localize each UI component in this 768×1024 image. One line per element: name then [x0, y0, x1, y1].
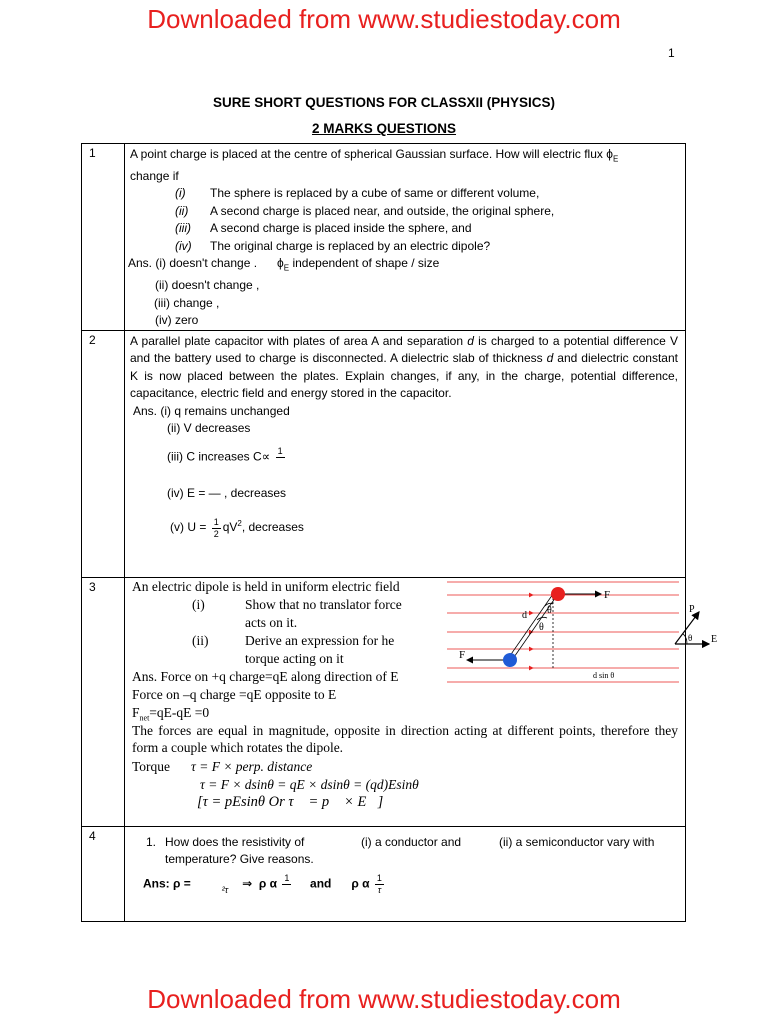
fraction-numerator: 1: [284, 872, 290, 883]
answer-line: (ii) doesn't change ,: [155, 278, 260, 293]
option-text: The original charge is replaced by an electric dipole?: [210, 238, 491, 253]
negative-charge: [503, 653, 517, 667]
table-row: [82, 826, 686, 921]
answer-text: =qE-qE =0: [149, 704, 210, 720]
answer-text: (v) U =: [170, 520, 207, 535]
subscript: net: [139, 713, 150, 723]
torque-equation: τ = F × perp. distance: [191, 758, 313, 774]
option-text: The sphere is replaced by a cube of same or different volume,: [210, 186, 540, 201]
fraction: [196, 873, 230, 896]
top-banner: Downloaded from www.studiestoday.com: [147, 4, 621, 34]
answer-text: Ans. (i) doesn't change .: [128, 256, 258, 271]
option-label: (iii): [175, 221, 191, 236]
table-row: [82, 144, 686, 331]
fraction-denominator: 2: [213, 528, 219, 539]
question-stem: How does the resistivity of: [165, 834, 305, 849]
force-label: F: [459, 648, 466, 661]
answer-line: [125, 446, 685, 469]
answer-paragraph: The forces are equal in magnitude, opposite in direction acting at different points, therefore they form a couple which rotates the dipole.: [132, 722, 678, 756]
document-title: SURE SHORT QUESTIONS FOR CLASSXII (PHYSICS): [212, 95, 556, 110]
question-stem: (ii) a semiconductor vary with: [499, 834, 655, 849]
question-cell: [125, 330, 686, 577]
answer-text: qV: [222, 520, 238, 535]
vector-angle-label: θ: [688, 632, 693, 643]
options-list: [125, 185, 685, 255]
question-stem: temperature? Give reasons.: [165, 851, 314, 866]
stem-text: A point charge is placed at the centre of spherical Gaussian surface. How will electric flux: [130, 147, 603, 161]
question-cell: [125, 144, 686, 331]
dipole-diagram: [443, 580, 679, 688]
implies-symbol: ⇒: [242, 876, 253, 891]
question-cell: [125, 577, 718, 826]
fraction-denominator: τ: [377, 884, 382, 895]
stem-text: A parallel plate capacitor with plates of area A and separation: [130, 333, 464, 348]
stem-text-cont: change if: [130, 168, 179, 183]
positive-charge: [551, 587, 565, 601]
questions-table: [81, 143, 718, 922]
question-number: 3: [82, 577, 125, 826]
fraction: [282, 873, 291, 896]
answer-text: F: [132, 704, 140, 720]
option-text: A second charge is placed near, and outside, the original sphere,: [210, 203, 555, 218]
angle-label: θ: [539, 621, 544, 633]
page-number: 1: [668, 46, 675, 60]
option-text: acts on it.: [245, 614, 298, 630]
question-stem: (i) a conductor and: [361, 834, 462, 849]
list-item: [175, 238, 685, 256]
bottom-banner: Downloaded from www.studiestoday.com: [147, 984, 621, 1014]
answer-line: [128, 255, 685, 277]
fraction: [276, 446, 285, 469]
answer-text: and: [310, 876, 332, 891]
vector-p-label: P: [689, 603, 695, 615]
stem-text: and dielectric constant K is now placed between the plates. Explain changes, if any, in the charge, potential difference, capacitance, electric field and energy stored in the capacitor.: [130, 351, 678, 401]
torque-vector-equation: [τ = pEsinθ Or τ⃗ = p⃗ × E⃗]: [197, 793, 384, 810]
answer-line: [143, 873, 386, 896]
fraction: [212, 517, 221, 540]
answer-line: Force on –q charge =qE opposite to E: [132, 686, 337, 702]
option-text: torque acting on it: [245, 650, 344, 666]
list-item: [175, 185, 685, 203]
stem-variable: d: [467, 333, 474, 348]
phi-symbol: ϕ: [277, 256, 284, 271]
force-label: F: [604, 588, 611, 601]
vector-e-label: E: [711, 633, 718, 645]
stem-text: is charged to a potential difference V and the battery used to charge is disconnected. A dielectric slab of thickness: [130, 333, 678, 366]
option-label: (ii): [175, 203, 189, 218]
fraction-numerator: 1: [213, 516, 219, 527]
angle-label: θ: [547, 604, 552, 616]
table-row: [82, 577, 686, 826]
option-label: (i): [192, 596, 205, 612]
table-row: [82, 330, 686, 577]
item-number: 1.: [146, 834, 157, 849]
section-subtitle: 2 MARKS QUESTIONS: [311, 121, 457, 136]
option-label: (i): [175, 186, 186, 201]
answer-text: ρ α: [258, 876, 277, 891]
answer-text: Ans: ρ =: [143, 876, 191, 891]
option-text: Show that no translator force: [245, 596, 402, 612]
answer-block: [125, 255, 685, 329]
vector-diagram: [673, 604, 723, 650]
fraction: [375, 873, 384, 896]
phi-subscript: E: [283, 263, 290, 273]
phi-symbol: ϕ: [606, 147, 613, 161]
question-stem: [125, 331, 685, 403]
list-item: [175, 220, 685, 238]
fraction-numerator: 1: [277, 445, 283, 456]
fraction-denominator: ²τ: [221, 884, 229, 895]
question-number: 4: [82, 826, 125, 921]
torque-label: Torque: [132, 758, 171, 774]
option-text: Derive an expression for he: [245, 632, 395, 648]
answer-line: (iv) E = — , decreases: [167, 485, 287, 500]
answer-line: (ii) V decreases: [167, 421, 251, 436]
question-number: 1: [82, 144, 125, 331]
answer-text: , decreases: [241, 520, 304, 535]
question-stem: [125, 144, 685, 185]
list-item: [175, 203, 685, 221]
distance-label: d: [522, 609, 527, 621]
question-number: 2: [82, 330, 125, 577]
superscript: 2: [237, 519, 242, 529]
answer-text: independent of shape / size: [292, 256, 440, 271]
stem-variable: d: [546, 351, 554, 366]
option-text: A second charge is placed inside the sphere, and: [210, 221, 472, 236]
fraction-numerator: 1: [376, 872, 382, 883]
answer-text: ρ α: [351, 876, 370, 891]
question-cell: [125, 826, 686, 921]
option-label: (ii): [192, 632, 209, 648]
phi-subscript: E: [612, 154, 619, 164]
dsin-label: d sin θ: [593, 670, 615, 680]
answer-line: Ans. Force on +q charge=qE along direction of E: [132, 668, 399, 684]
answer-line: [125, 515, 685, 539]
question-stem: An electric dipole is held in uniform electric field: [132, 578, 400, 594]
answer-line: Ans. (i) q remains unchanged: [133, 403, 290, 418]
option-label: (iv): [175, 238, 192, 253]
answer-line: (iii) change ,: [154, 295, 220, 310]
answer-line: (iv) zero: [155, 313, 199, 328]
answer-text: (iii) C increases C∝: [167, 449, 271, 464]
torque-equation: τ = F × dsinθ = qE × dsinθ = (qd)Esinθ: [200, 776, 419, 792]
